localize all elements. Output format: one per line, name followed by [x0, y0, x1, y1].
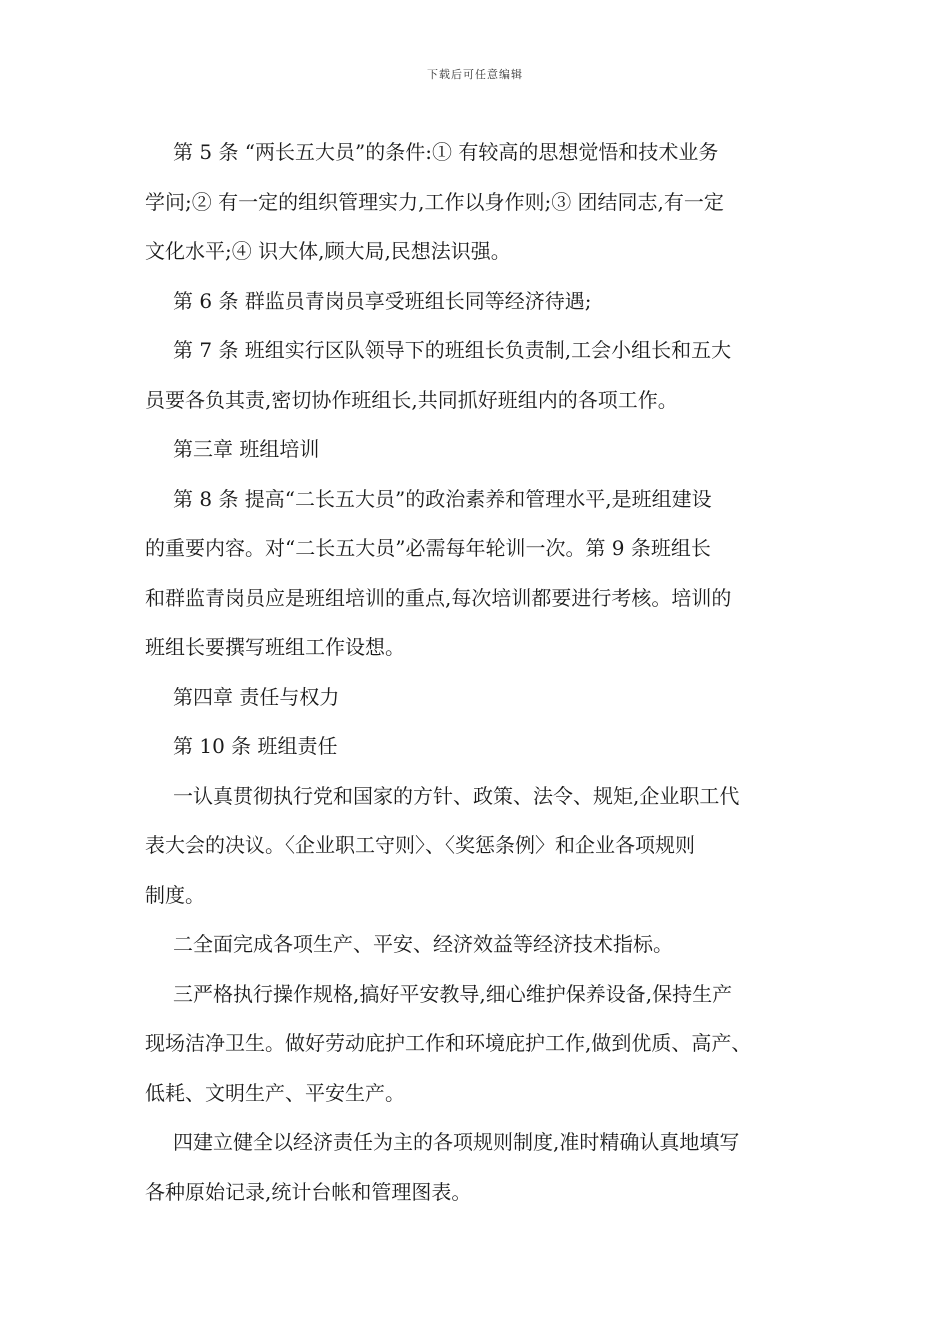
text-line: 现场洁净卫生。做好劳动庇护工作和环境庇护工作,做到优质、高产、	[145, 1031, 752, 1055]
text-line: 一认真贯彻执行党和国家的方针、政策、法令、规矩,企业职工代	[173, 783, 740, 808]
chapter-heading: 第四章 责任与权力	[173, 684, 340, 709]
text-line: 员要各负其责,密切协作班组长,共同抓好班组内的各项工作。	[145, 387, 678, 412]
document-body	[145, 128, 815, 1217]
text-line: 表大会的决议。〈企业职工守则〉、〈奖惩条例〉和企业各项规则	[145, 833, 695, 857]
chapter-heading: 第三章 班组培训	[173, 437, 320, 461]
text-line: 班组长要撰写班组工作设想。	[145, 635, 405, 659]
article-heading: 第 10 条 班组责任	[173, 734, 338, 758]
page-header: 下载后可任意编辑	[427, 68, 523, 81]
text-line: 第 5 条 “两长五大员”的条件:① 有较高的思想觉悟和技术业务	[173, 140, 719, 164]
text-line: 和群监青岗员应是班组培训的重点,每次培训都要进行考核。培训的	[145, 585, 732, 610]
text-line: 三严格执行操作规格,搞好平安教导,细心维护保养设备,保持生产	[173, 981, 733, 1006]
text-line: 制度。	[145, 882, 205, 907]
text-line: 二全面完成各项生产、平安、经济效益等经济技术指标。	[173, 932, 673, 956]
text-line: 四建立健全以经济责任为主的各项规则制度,准时精确认真地填写	[173, 1130, 740, 1154]
text-line: 文化水平;④ 识大体,顾大局,民想法识强。	[145, 239, 511, 263]
text-line: 低耗、文明生产、平安生产。	[145, 1080, 405, 1105]
text-line: 第 7 条 班组实行区队领导下的班组长负责制,工会小组长和五大	[173, 338, 732, 362]
text-line: 各种原始记录,统计台帐和管理图表。	[145, 1179, 472, 1204]
text-line: 学问;② 有一定的组织管理实力,工作以身作则;③ 团结同志,有一定	[145, 189, 724, 214]
text-line: 第 8 条 提高“二长五大员”的政治素养和管理水平,是班组建设	[173, 486, 712, 511]
text-line: 的重要内容。对“二长五大员”必需每年轮训一次。第 9 条班组长	[145, 536, 711, 560]
text-line: 第 6 条 群监员青岗员享受班组长同等经济待遇;	[173, 288, 592, 313]
